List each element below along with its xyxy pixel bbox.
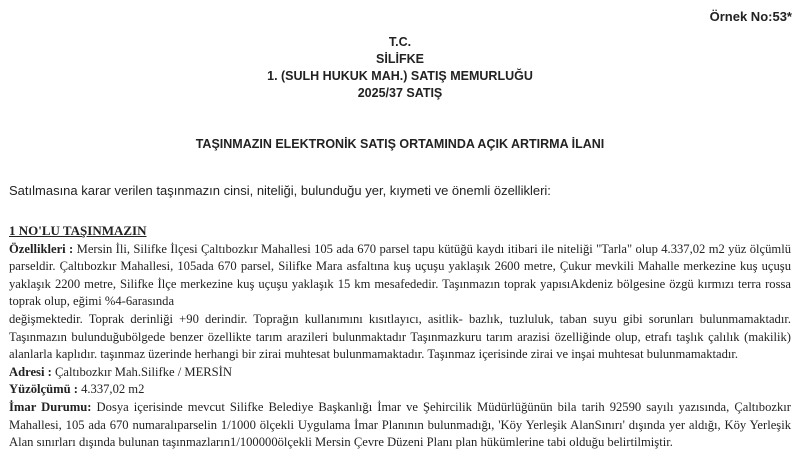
property-section xyxy=(9,222,791,452)
area-value: 4.337,02 m2 xyxy=(81,382,145,397)
header-case-number: 2025/37 SATIŞ xyxy=(357,86,443,100)
features-label: Özellikleri : xyxy=(9,241,74,256)
area-row xyxy=(9,381,791,399)
features-continued: değişmektedir. Toprak derinliği +90 derindir. Toprağın kullanımını kısıtlayıcı, asitlik- bazlık, tuzluluk, taban suyu gibi sorunları bulunmamaktadır. Taşınmazın bulunduğubölgede benzer özellikte tarım arazileri bulunmaktadır Taşınmazkuru tarım arazisi özelliğinde olup, etrafı taşlık çalılık (makilik) alanlarla kaplıdır. taşınmaz üzerinde herhangi bir zirai muhtesat bulunmamaktadır. Taşınmaz içerisinde zirai ve inşai muhtesat bulunmamaktadır. xyxy=(9,311,791,362)
property-title: 1 NO'LU TAŞINMAZIN xyxy=(9,223,147,238)
zoning-value: Dosya içerisinde mevcut Silifke Belediye Başkanlığı İmar ve Şehircilik Müdürlüğünün bila tarih 92590 sayılı yazısında, Çaltıbozkır Mahallesi, 105 ada 670 numaralıparselin 1/1000 ölçekli Uygulama İmar Planının bulunmadığı, 'Köy Yerleşik AlanSınırı' dışında yer aldığı, Köy Yerleşik Alan sınırları dışında bulunan taşınmazların1/100000ölçekli Mersin Çevre Düzeni Planı plan hükümlerine tabi olduğu belirtilmiştir. xyxy=(9,399,791,450)
header-office: 1. (SULH HUKUK MAH.) SATIŞ MEMURLUĞU xyxy=(267,69,533,83)
notice-title: TAŞINMAZIN ELEKTRONİK SATIŞ ORTAMINDA AÇIK ARTIRMA İLANI xyxy=(195,137,605,151)
address-row xyxy=(9,364,791,382)
features-paragraph xyxy=(9,241,791,311)
address-value: Çaltıbozkır Mah.Silifke / MERSİN xyxy=(54,364,232,379)
features-text: Mersin İli, Silifke İlçesi Çaltıbozkır Mahallesi 105 ada 670 parsel tapu kütüğü kaydı itibari ile niteliği "Tarla" olup 4.337,02 m2 yüz ölçümlü parseldir. Çaltıbozkır Mahallesi, 105ada 670 parsel, Silifke Mara asfaltına kuş uçuşu yaklaşık 2600 metre, Çukur mevkili Mahalle merkezine kuş uçuşu yaklaşık 2200 metre, Silifke İlçe merkezine kuş uçuşu yaklaşık 15 km mesafededir. Taşınmazın toprak yapısıAkdeniz bölgesine özgü kırmızı terra rossa toprak olup, eğimi %4-6arasında xyxy=(9,241,792,309)
header-country: T.C. xyxy=(388,35,412,49)
form-number: Örnek No:53* xyxy=(709,9,792,24)
header-district: SİLİFKE xyxy=(376,52,424,66)
document-header xyxy=(0,34,800,102)
zoning-row xyxy=(9,399,791,452)
area-label: Yüzölçümü : xyxy=(9,382,78,397)
zoning-label: İmar Durumu: xyxy=(9,399,92,414)
address-label: Adresi : xyxy=(9,364,52,379)
intro-text: Satılmasına karar verilen taşınmazın cinsi, niteliği, bulunduğu yer, kıymeti ve önemli özellikleri: xyxy=(9,183,551,198)
